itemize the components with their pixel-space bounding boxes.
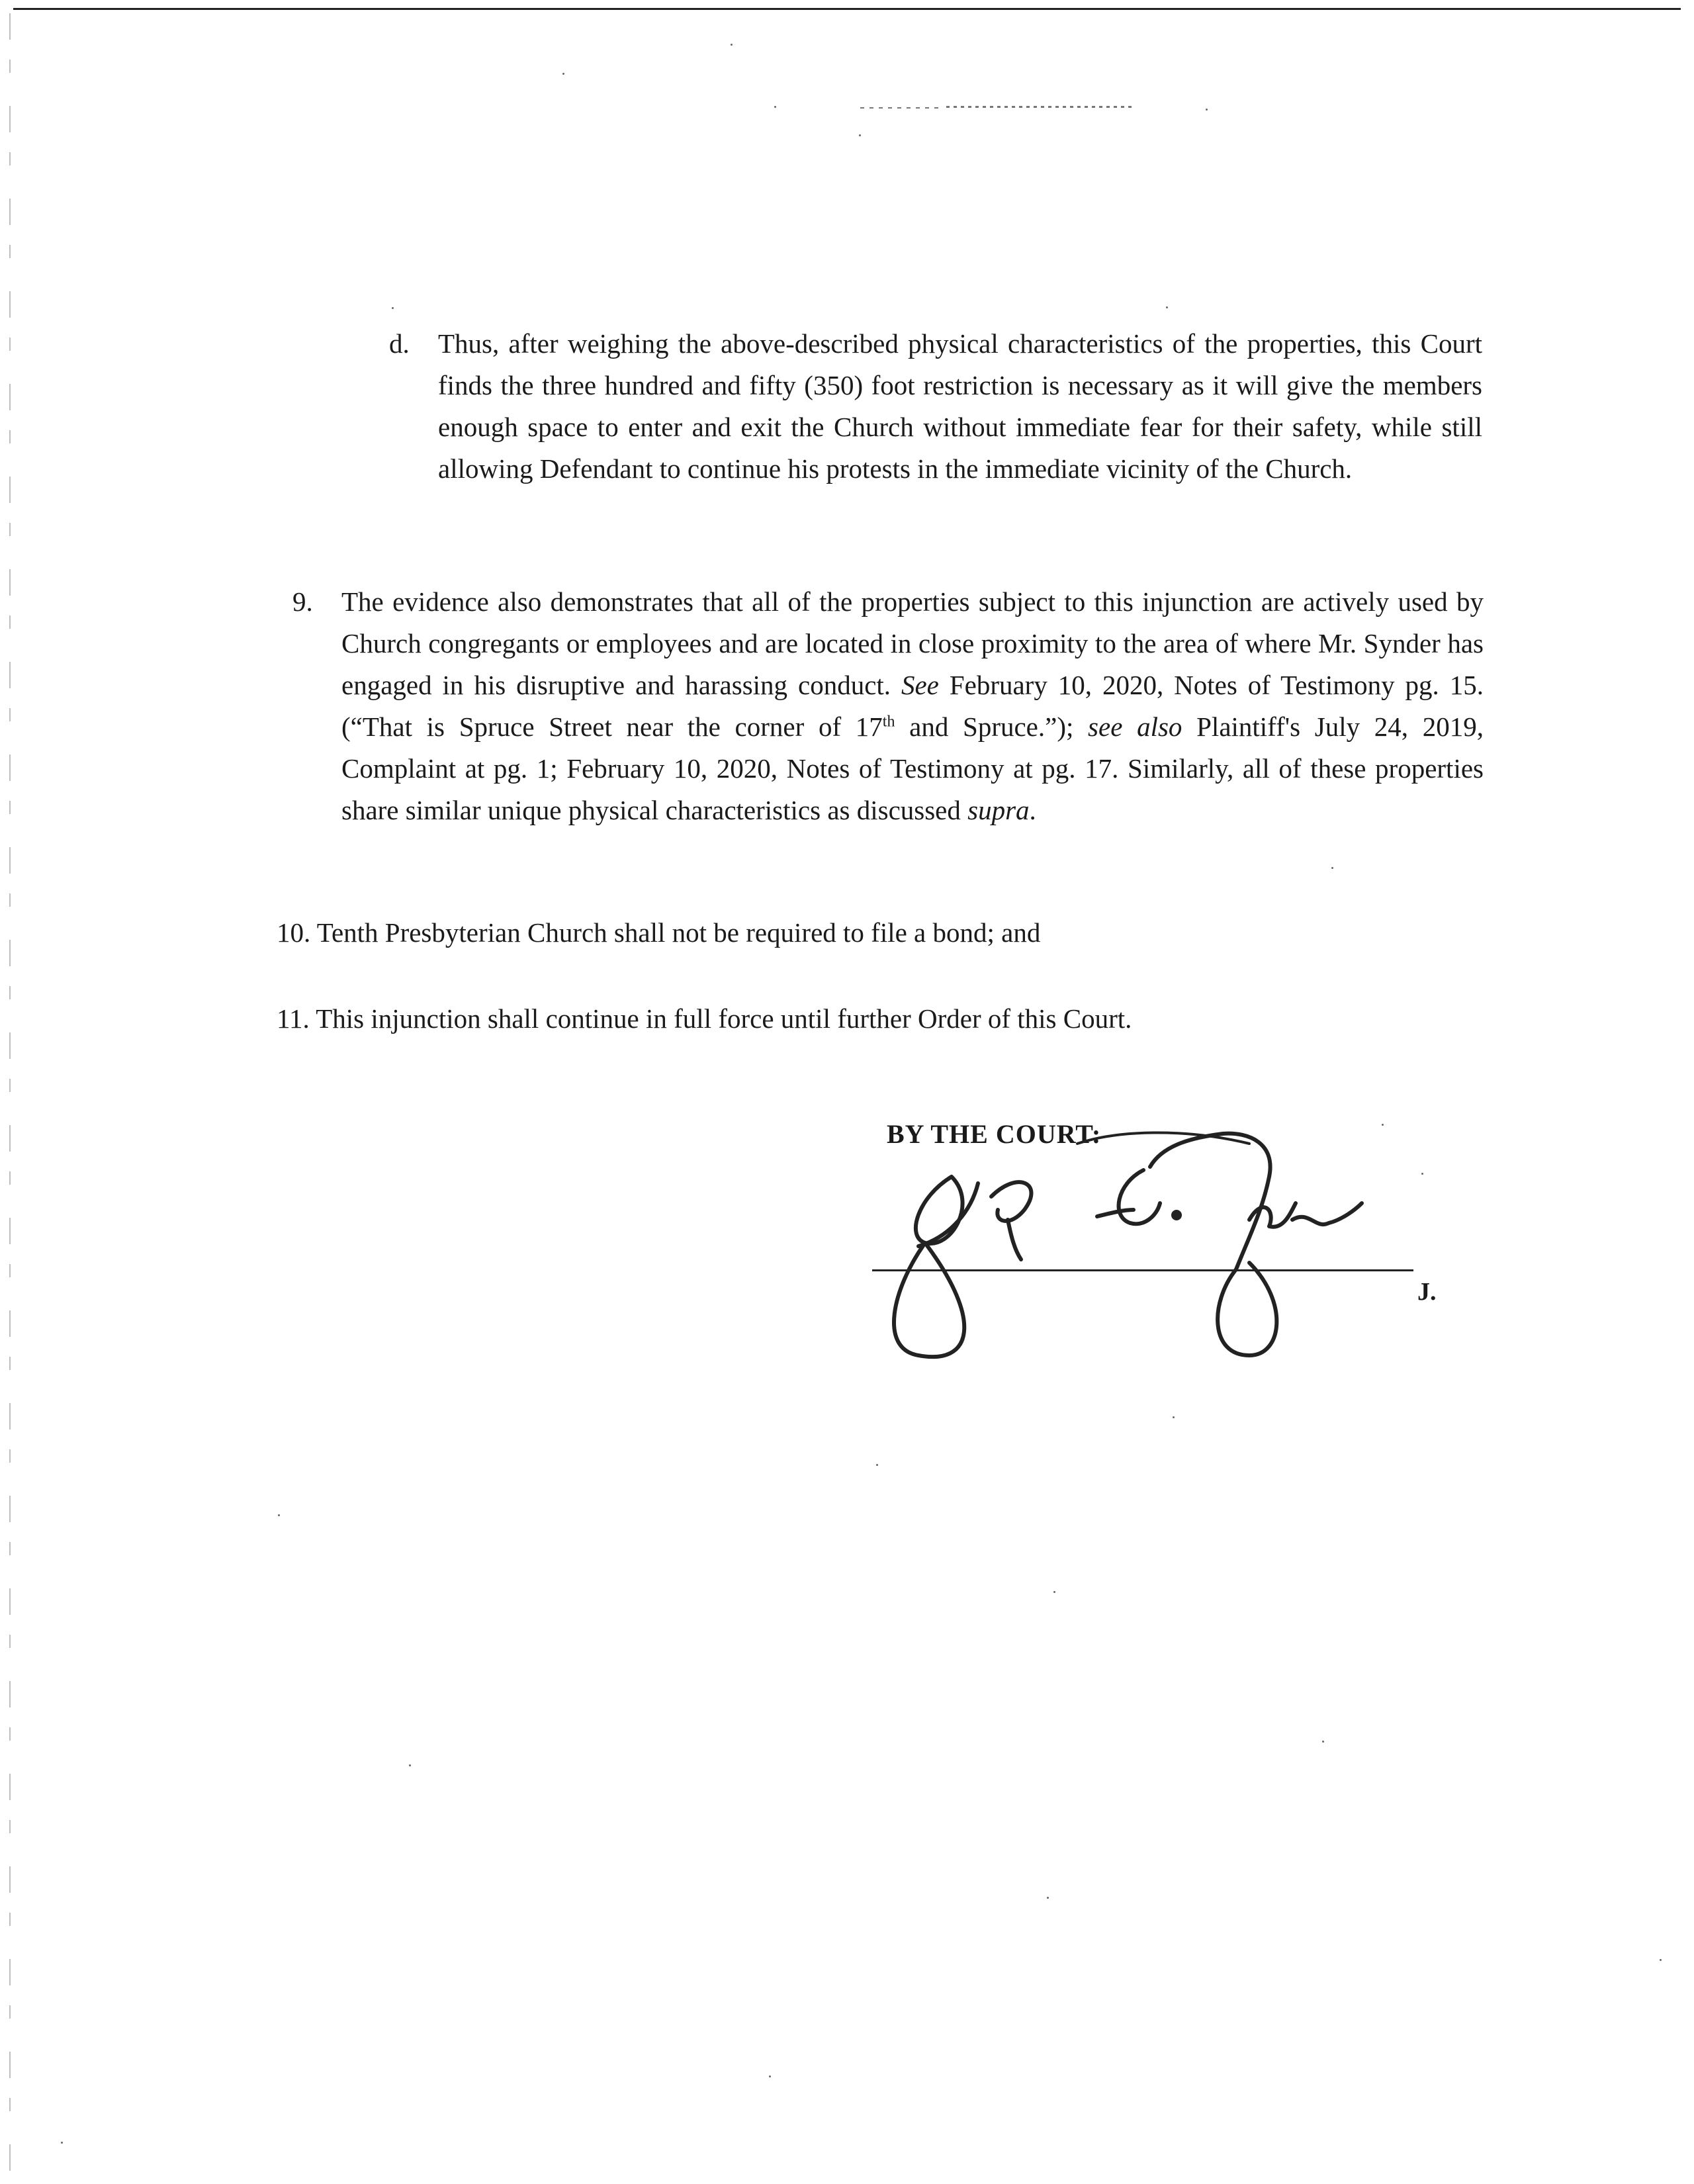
signature-line bbox=[872, 1269, 1413, 1271]
paragraph-11 bbox=[277, 998, 1501, 1040]
text-run: The evidence also demonstrates that all of the properties subject to this injunction are actively used by Church congregants or employees and are located in close proximity to the area of where Mr. Synder has engaged in his disruptive and harassing conduct. bbox=[341, 586, 1484, 700]
paragraph-text bbox=[341, 581, 1484, 831]
by-the-court-label: BY THE COURT: bbox=[887, 1119, 1102, 1149]
citation-signal: see also bbox=[1088, 711, 1182, 742]
handwritten-signature bbox=[879, 1104, 1368, 1369]
judge-suffix: J. bbox=[1417, 1278, 1437, 1306]
scan-edge-marks bbox=[9, 13, 11, 2177]
citation-signal: See bbox=[901, 670, 939, 700]
ordinal-suffix: th bbox=[882, 713, 895, 731]
paragraph-text: 10. Tenth Presbyterian Church shall not be required to file a bond; and bbox=[277, 917, 1041, 948]
paragraph-10 bbox=[277, 912, 1501, 954]
text-run: February 10, 2020, Notes of Testimony pg. 15.(“That is Spruce Street near the corner of 17 bbox=[341, 670, 1484, 742]
text-run: . bbox=[1029, 795, 1036, 825]
top-rule bbox=[13, 8, 1681, 10]
paragraph-d bbox=[390, 323, 1482, 490]
paragraph-text: 11. This injunction shall continue in full force until further Order of this Court. bbox=[277, 1003, 1132, 1034]
paragraph-number: 9. bbox=[292, 586, 313, 617]
paragraph-text: Thus, after weighing the above-described physical characteristics of the properties, this Court finds the three hundred and fifty (350) foot restriction is necessary as it will give the members enough space to enter and exit the Church without immediate fear for their safety, while still allowing Defendant to continue his protests in the immediate vicinity of the Church. bbox=[438, 328, 1482, 484]
text-run: and Spruce.”); bbox=[895, 711, 1089, 742]
text-run: Plaintiff's July 24, 2019, Complaint at pg. 1; February 10, 2020, Notes of Testimony at pg. 17. Similarly, all of these properties share similar unique physical characteristics as discussed bbox=[341, 711, 1484, 825]
citation-signal: supra bbox=[967, 795, 1030, 825]
paragraph-9 bbox=[292, 581, 1484, 831]
signature-block bbox=[887, 1104, 1482, 1369]
paragraph-number: d. bbox=[389, 328, 410, 359]
